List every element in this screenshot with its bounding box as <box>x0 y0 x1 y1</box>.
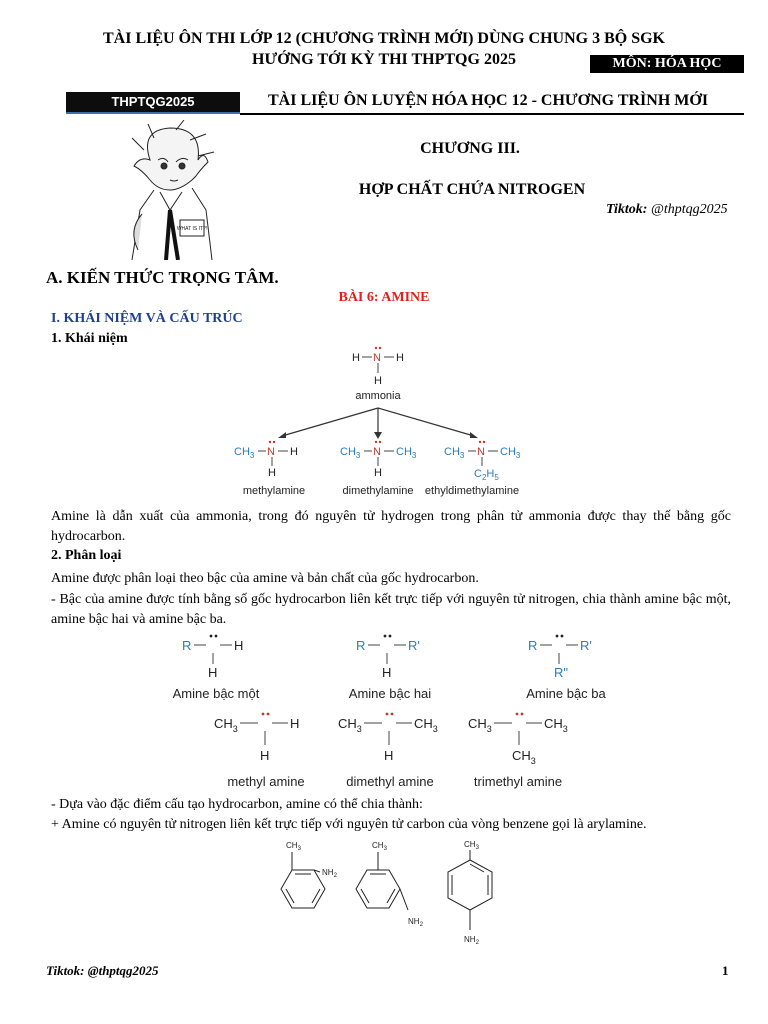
ammonia-n: N <box>373 352 381 364</box>
chapter-number: CHƯƠNG III. <box>420 140 520 157</box>
trimethyl-amine-ch3-left: $CH_3$ <box>468 716 492 734</box>
ammonia-h-left: H <box>352 352 360 364</box>
ammonia-h-right: H <box>396 352 404 364</box>
meta-ch3: $CH_3$ <box>372 841 387 852</box>
ring-ortho <box>281 870 325 908</box>
lesson-title: BÀI 6: AMINE <box>338 290 430 305</box>
subject-badge: MÔN: HÓA HỌC <box>590 55 744 73</box>
primary-h-right: H <box>234 638 244 653</box>
secondary-label: Amine bậc hai <box>348 686 432 701</box>
header-line-2: HƯỚNG TỚI KỲ THI THPTQG 2025 <box>252 51 516 68</box>
tertiary-label: Amine bậc ba <box>526 686 606 701</box>
anime-character-illustration <box>120 120 220 260</box>
methyl-amine-h-bottom: H <box>260 748 270 763</box>
paragraph-classification-1: Amine được phân loại theo bậc của amine và bản chất của gốc hydrocarbon. <box>51 571 479 586</box>
arylamine-structures-diagram <box>262 838 512 956</box>
ethyldimethylamine-n: N <box>477 446 485 458</box>
meta-nh2: $NH_2$ <box>408 917 423 928</box>
methylamine-label: methylamine <box>242 485 306 497</box>
ammonia-h-bottom: H <box>374 375 382 387</box>
tag-title: TÀI LIỆU ÔN LUYỆN HÓA HỌC 12 - CHƯƠNG TRÌNH MỚI <box>268 92 709 109</box>
header-line-1: TÀI LIỆU ÔN THI LỚP 12 (CHƯƠNG TRÌNH MỚI) DÙNG CHUNG 3 BỘ SGK <box>103 30 665 47</box>
secondary-r1: R' <box>408 638 420 653</box>
ammonia-amines-diagram <box>212 346 572 502</box>
dimethyl-amine-ch3-left: $CH_3$ <box>338 716 362 734</box>
tag-badge: THPTQG2025 <box>66 92 240 114</box>
methyl-amine-h-right: H <box>290 716 300 731</box>
tiktok-handle: @thptqg2025 <box>650 202 728 217</box>
ring-meta <box>356 870 400 908</box>
methylamine-n: N <box>267 446 275 458</box>
dimethylamine-h-bottom: H <box>374 467 382 479</box>
tiktok-label: Tiktok: <box>606 202 648 217</box>
ethyldimethylamine-c2h5: $C_2H_5$ <box>474 468 499 482</box>
methyl-amine-ch3: $CH_3$ <box>214 716 238 734</box>
amine-degree-diagram <box>160 632 620 794</box>
para-nh2: $NH_2$ <box>464 935 479 946</box>
paragraph-definition: Amine là dẫn xuất của ammonia, trong đó nguyên tử hydrogen trong phân tử ammonia được thay thế bằng gốc hydrocarbon. <box>51 509 731 544</box>
dimethyl-amine-label: dimethyl amine <box>346 774 434 789</box>
section-a-heading: A. KIẾN THỨC TRỌNG TÂM. <box>46 268 279 287</box>
dimethyl-amine-h-bottom: H <box>384 748 394 763</box>
paragraph-classification-3: - Dựa vào đặc điểm cấu tạo hydrocarbon, amine có thể chia thành: <box>51 797 423 812</box>
trimethyl-amine-ch3-bottom: $CH_3$ <box>512 748 536 766</box>
ethyldimethylamine-ch3-right: $CH_3$ <box>500 446 521 460</box>
primary-r: R <box>182 638 192 653</box>
header-divider <box>240 113 744 115</box>
chapter-title: HỢP CHẤT CHỨA NITROGEN <box>358 181 586 198</box>
secondary-r: R <box>356 638 366 653</box>
illustration-caption: WHAT IS IT?! <box>176 226 208 232</box>
section-1-heading: I. KHÁI NIỆM VÀ CẤU TRÚC <box>51 311 243 326</box>
methyl-amine-label: methyl amine <box>227 774 305 789</box>
ortho-ch3: $CH_3$ <box>286 841 301 852</box>
paragraph-classification-2: - Bậc của amine được tính bằng số gốc hydrocarbon liên kết trực tiếp với nguyên tử nitrogen, chia thành amine bậc một, amine bậc hai và amine bậc ba. <box>51 592 731 627</box>
methylamine-h-bottom: H <box>268 467 276 479</box>
ethyldimethylamine-label: ethyldimethylamine <box>424 485 520 497</box>
methylamine-ch3: $CH_3$ <box>234 446 255 460</box>
primary-h-bottom: H <box>208 665 218 680</box>
methylamine-h-right: H <box>290 446 298 458</box>
secondary-h-bottom: H <box>382 665 392 680</box>
trimethyl-amine-ch3-right: $CH_3$ <box>544 716 568 734</box>
ammonia-label: ammonia <box>355 390 401 402</box>
tertiary-r1: R' <box>580 638 592 653</box>
para-ch3: $CH_3$ <box>464 840 479 851</box>
subsection-concept: 1. Khái niệm <box>51 331 128 346</box>
ethyldimethylamine-ch3-left: $CH_3$ <box>444 446 465 460</box>
tertiary-r2: R" <box>554 665 569 680</box>
dimethylamine-label: dimethylamine <box>342 485 414 497</box>
chapter-tiktok <box>606 202 728 218</box>
ring-para <box>448 860 492 910</box>
dimethyl-amine-ch3-right: $CH_3$ <box>414 716 438 734</box>
trimethyl-amine-label: trimethyl amine <box>473 774 563 789</box>
page-number: 1 <box>722 963 729 978</box>
footer-tiktok: Tiktok: @thptqg2025 <box>46 963 159 978</box>
tertiary-r: R <box>528 638 538 653</box>
dimethylamine-ch3-right: $CH_3$ <box>396 446 417 460</box>
primary-label: Amine bậc một <box>172 686 260 701</box>
dimethylamine-n: N <box>373 446 381 458</box>
ortho-nh2: $NH_2$ <box>322 868 337 879</box>
subsection-classification: 2. Phân loại <box>51 548 122 563</box>
dimethylamine-ch3-left: $CH_3$ <box>340 446 361 460</box>
paragraph-classification-4: + Amine có nguyên tử nitrogen liên kết trực tiếp với nguyên tử carbon của vòng benzene gọi là arylamine. <box>51 817 647 832</box>
